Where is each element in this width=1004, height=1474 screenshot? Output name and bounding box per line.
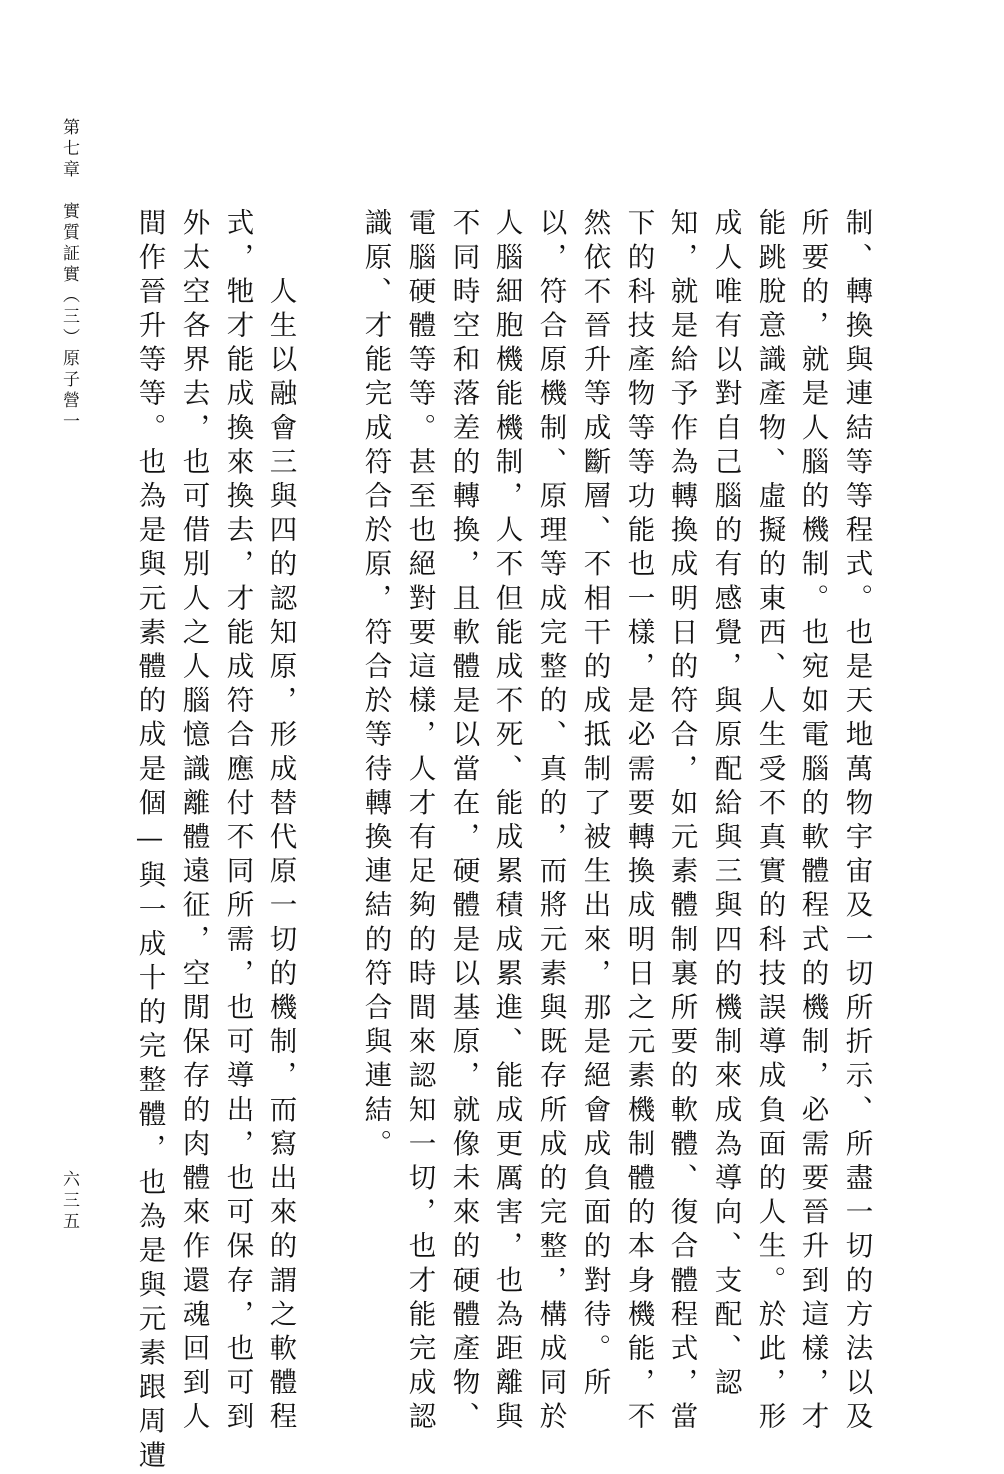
text-column: 以，符合原機制、原理等成完整的、真的，而將元素與既存所成的完整，構成同於	[534, 208, 567, 1436]
page-number: 六三五	[59, 1170, 79, 1233]
text-column: 成人唯有以對自己腦的有感覺，與原配給與三與四的機制來成為導向、支配、認	[709, 208, 742, 1402]
text-column: 外太空各界去，也可借別人之人腦憶識離體遠征，空閒保存的肉體來作還魂回到人	[177, 208, 210, 1436]
text-column: 間作晉升等等。也為是與元素體的成是個—與一成十的完整體，也為是與元素跟周遭	[133, 208, 166, 1474]
text-column: 下的科技產物等等功能也一樣，是必需要轉換成明日之元素機制體的本身機能，不	[622, 208, 655, 1436]
text-column: 然依不晉升等成斷層、不相干的成抵制了被生出來，那是絕會成負面的對待。所	[578, 208, 611, 1402]
text-column: 識原、才能完成符合於原，符合於等待轉換連結的符合與連結。	[359, 208, 392, 1163]
text-column: 制、轉換與連結等等程式。也是天地萬物宇宙及一切所折示、所盡一切的方法以及	[840, 208, 873, 1436]
text-column: 電腦硬體等等。甚至也絕對要這樣，人才有足夠的時間來認知一切，也才能完成認	[403, 208, 436, 1436]
text-column: 式，牠才能成換來換去，才能成符合應付不同所需，也可導出，也可保存，也可到	[221, 208, 254, 1436]
text-column: 人生以融會三與四的認知原，形成替代原一切的機制，而寫出來的謂之軟體程	[264, 208, 297, 1436]
running-header: 第七章 實質証實（三）原子營一	[59, 118, 79, 433]
text-column: 所要的，就是人腦的機制。也宛如電腦的軟體程式的機制，必需要晉升到這樣，才	[796, 208, 829, 1436]
text-column: 不同時空和落差的轉換，且軟體是以當在，硬體是以基原，就像未來的硬體產物、	[447, 208, 480, 1436]
text-column: 知，就是給予作為轉換成明日的符合，如元素體制裏所要的軟體、復合體程式，當	[665, 208, 698, 1436]
text-column: 能跳脫意識產物、虛擬的東西、人生受不真實的科技誤導成負面的人生。於此，形	[753, 208, 786, 1436]
text-column: 人腦細胞機能機制，人不但能成不死、能成累積成累進、能成更厲害，也為距離與	[490, 208, 523, 1436]
